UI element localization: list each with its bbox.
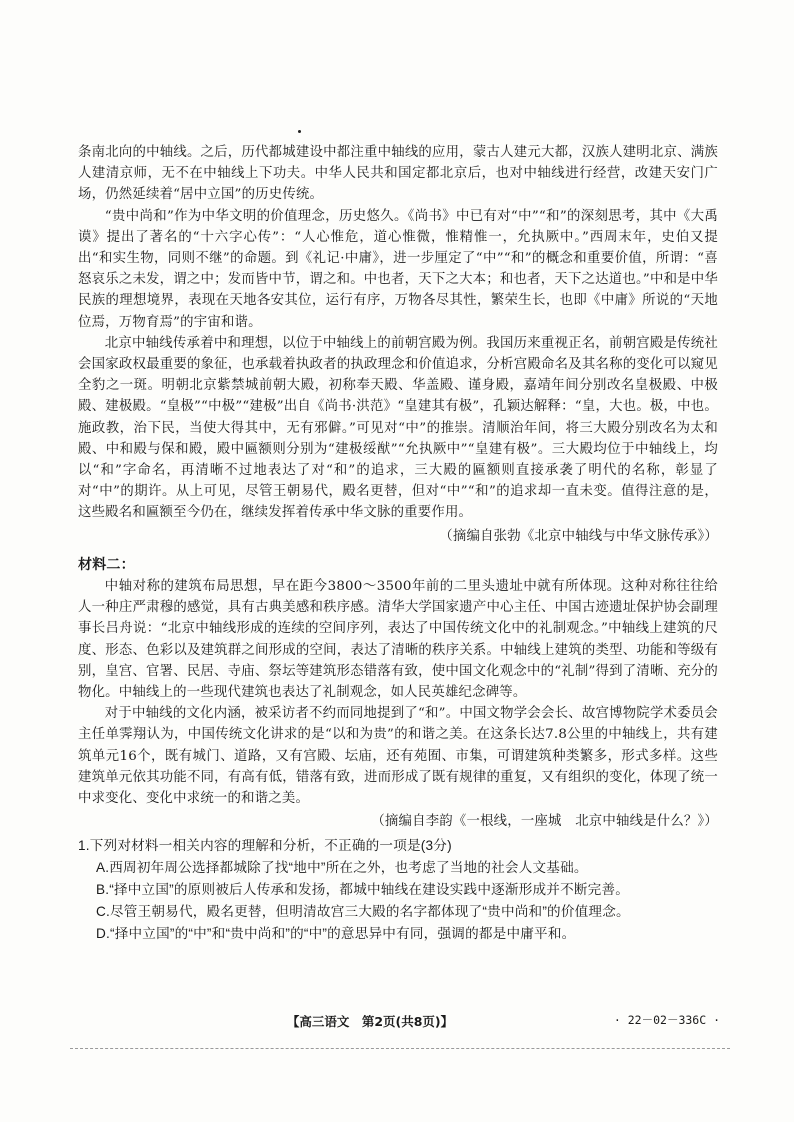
paragraph: 中轴对称的建筑布局思想，早在距今3800～3500年前的二里头遗址中就有所体现。这种对称往往给人一种庄严肃穆的感觉，具有古典美感和秩序感。清华大学国家遗产中心主任、中国古迹遗址保护协会副理事长吕舟说：“北京中轴线形成的连续的空间序列，表达了中国传统文化中的礼制观念。”中轴线上建筑的尺度、形态、色彩以及建筑群之间形成的空间，表达了清晰的秩序关系。中轴线上建筑的类型、功能和等级有别，皇宫、官署、民居、寺庙、祭坛等建筑形态错落有致，使中国文化观念中的“礼制”得到了清晰、充分的物化。中轴线上的一些现代建筑也表达了礼制观念，如人民英雄纪念碑等。 [78,579,718,701]
page-content [78,142,718,945]
option-a: A.西周初年周公选择都城除了找“地中”所在之外，也考虑了当地的社会人文基础。 [96,859,588,875]
page-number-label: 【高三语文 第2页(共8页)】 [286,1014,454,1029]
exam-code: · 22－02－336C · [613,1013,720,1027]
option-b: B.“择中立国”的原则被后人传承和发扬，都城中轴线在建设实践中逐渐形成并不断完善。 [96,881,630,897]
paragraph: 北京中轴线传承着中和理想，以位于中轴线上的前朝宫殿为例。我国历来重视正名，前朝宫殿是传统社会国家政权最重要的象征，也承载着执政者的执政理念和价值追求，分析宫殿命名及其名称的变化可以窥见全豹之一斑。明朝北京紫禁城前朝大殿，初称奉天殿、华盖殿、谨身殿，嘉靖年间分别改名皇极殿、中极殿、建极殿。“皇极”“中极”“建极”出自《尚书·洪范》“皇建其有极”，孔颖达解释：“皇，大也。极，中也。施政教，治下民，当使大得其中，无有邪僻。”可见对“中”的推崇。清顺治年间，将三大殿分别改名为太和殿、中和殿与保和殿，殿中匾额则分别为“建极绥猷”“允执厥中”“皇建有极”。三大殿均位于中轴线上，均以“和”字命名，再清晰不过地表达了对“和”的追求，三大殿的匾额则直接承袭了明代的名称，彰显了对“中”的期许。从上可见，尽管王朝易代，殿名更替，但对“中”“和”的追求却一直未变。值得注意的是，这些殿名和匾额至今仍在，继续发挥着传承中华文脉的重要作用。 [78,335,718,521]
paragraph: 条南北向的中轴线。之后，历代都城建设中都注重中轴线的应用，蒙古人建元大都，汉族人建明北京、满族人建清京师，无不在中轴线上下功夫。中华人民共和国定都北京后，也对中轴线进行经营，改建天安门广场，仍然延续着“居中立国”的历史传统。 [78,145,718,203]
ink-dot [298,130,301,133]
paragraph: 对于中轴线的文化内涵，被采访者不约而同地提到了“和”。中国文物学会会长、故宫博物院学术委员会主任单霁翔认为，中国传统文化讲求的是“以和为贵”的和谐之美。在这条长达7.8公里的中轴线上，共有建筑单元16个，既有城门、道路，又有宫殿、坛庙，还有苑囿、市集，可谓建筑种类繁多，形式多样。这些建筑单元依其功能不同，有高有低，错落有致，进而形成了既有规律的重复，又有组织的变化，体现了统一中求变化、变化中求统一的和谐之美。 [78,706,718,807]
source-citation: （摘编自张勃《北京中轴线与中华文脉传承》） [439,528,718,544]
option-d: D.“择中立国”的“中”和“贵中尚和”的“中”的意思异中有同，强调的都是中庸平和。 [96,925,576,941]
question-stem: 1.下列对材料一相关内容的理解和分析，不正确的一项是(3分) [78,837,452,853]
source-citation: （摘编自李韵《一根线，一座城 北京中轴线是什么？》） [371,814,718,830]
paragraph: “贵中尚和”作为中华文明的价值理念，历史悠久。《尚书》中已有对“中”“和”的深刻思考，其中《大禹谟》提出了著名的“十六字心传”：“人心惟危，道心惟微，惟精惟一，允执厥中。”西周末年，史伯又提出“和实生物，同则不继”的命题。到《礼记·中庸》，进一步厘定了“中”“和”的概念和重要价值，所谓：“喜怒哀乐之未发，谓之中；发而皆中节，谓之和。中也者，天下之大本；和也者，天下之达道也。”中和是中华民族的理想境界，表现在天地各安其位，运行有序，万物各尽其性，繁荣生长，也即《中庸》所说的“天地位焉，万物育焉”的宇宙和谐。 [78,208,718,330]
divider [70,1048,730,1049]
option-c: C.尽管王朝易代，殿名更替，但明清故宫三大殿的名字都体现了“贵中尚和”的价值理念。 [96,903,630,919]
page-footer [0,1012,794,1032]
material-title: 材料二： [78,556,135,573]
